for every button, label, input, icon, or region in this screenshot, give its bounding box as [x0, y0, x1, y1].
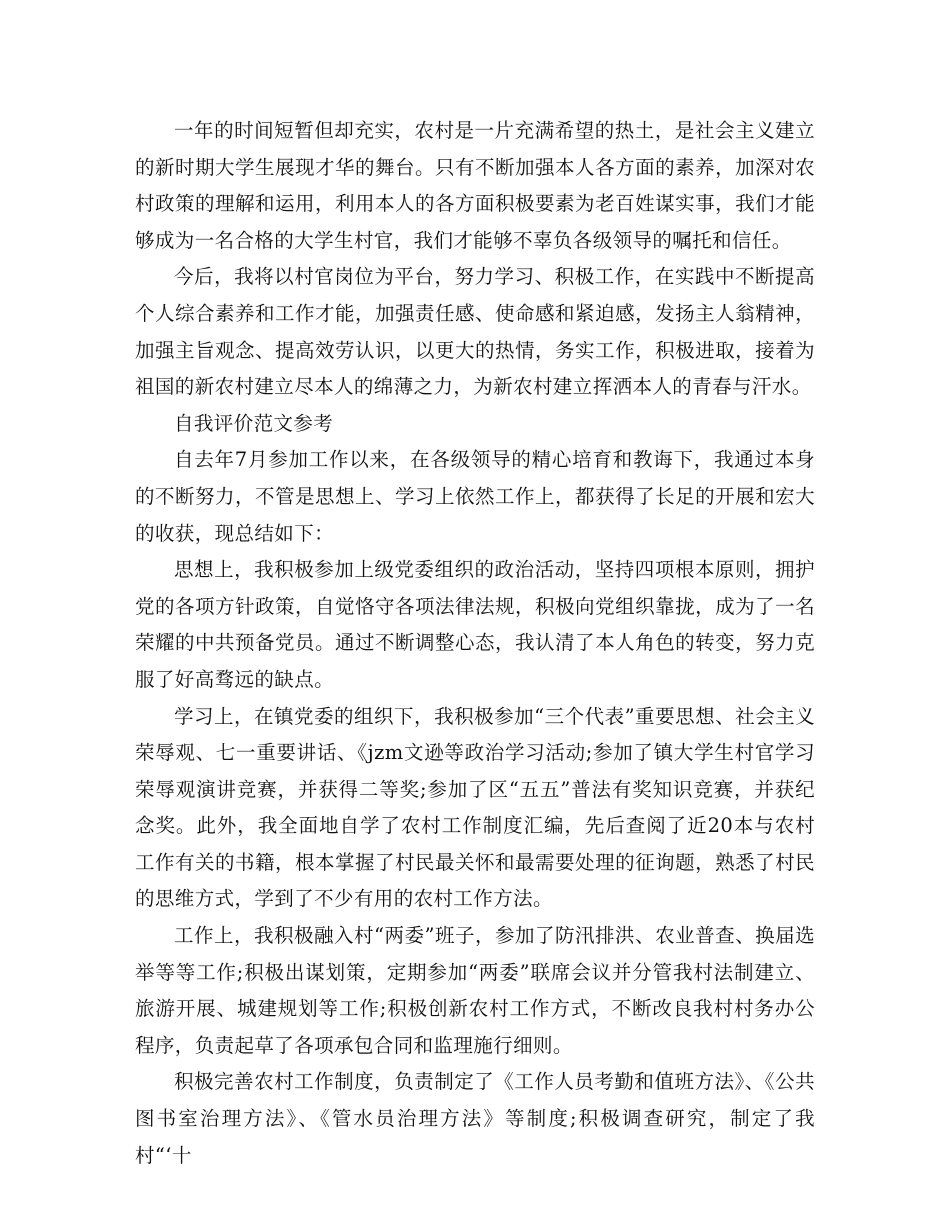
paragraph-summary: 一年的时间短暂但却充实，农村是一片充满希望的热土，是社会主义建立的新时期大学生展现才华的舞台。只有不断加强本人各方面的素养，加深对农村政策的理解和运用，利用本人的各方面积极要素为老百姓谋实事，我们才能够成为一名合格的大学生村官，我们才能够不辜负各级领导的嘱托和信任。: [135, 119, 815, 252]
section-heading: 自我评价范文参考: [174, 411, 334, 435]
paragraph-ideology: 思想上，我积极参加上级党委组织的政治活动，坚持四项根本原则，拥护党的各项方针政策，自觉恪守各项法律法规，积极向党组织靠拢，成为了一名荣耀的中共预备党员。通过不断调整心态，我认清了本人角色的转变，努力克服了好高骛远的缺点。: [135, 558, 815, 691]
document-body: [135, 113, 815, 1174]
paragraph-rules: 积极完善农村工作制度，负责制定了《工作人员考勤和值班方法》、《公共图书室治理方法》、《管水员治理方法》等制度;积极调查研究，制定了我村“‘十: [135, 1070, 815, 1167]
paragraph-work: 工作上，我积极融入村“两委”班子，参加了防汛排洪、农业普查、换届选举等等工作;积极出谋划策，定期参加“两委”联席会议并分管我村法制建立、旅游开展、城建规划等工作;积极创新农村工作方式，不断改良我村村务办公程序，负责起草了各项承包合同和监理施行细则。: [135, 924, 815, 1057]
paragraph-future-plan: 今后，我将以村官岗位为平台，努力学习、积极工作，在实践中不断提高个人综合素养和工作才能，加强责任感、使命感和紧迫感，发扬主人翁精神，加强主旨观念、提高效劳认识，以更大的热情，务实工作，积极进取，接着为祖国的新农村建立尽本人的绵薄之力，为新农村建立挥洒本人的青春与汗水。: [135, 265, 815, 399]
paragraph-introduction: 自去年7月参加工作以来，在各级领导的精心培育和教诲下，我通过本身的不断努力，不管是思想上、学习上依然工作上，都获得了长足的开展和宏大的收获，现总结如下：: [135, 448, 815, 545]
paragraph-study: 学习上，在镇党委的组织下，我积极参加“三个代表”重要思想、社会主义荣辱观、七一重要讲话、《jzm文逊等政治学习活动;参加了镇大学生村官学习荣辱观演讲竞赛，并获得二等奖;参加了区“五五”普法有奖知识竞赛，并获纪念奖。此外，我全面地自学了农村工作制度汇编，先后查阅了近20本与农村工作有关的书籍，根本掌握了村民最关怀和最需要处理的征询题，熟悉了村民的思维方式，学到了不少有用的农村工作方法。: [135, 704, 815, 911]
